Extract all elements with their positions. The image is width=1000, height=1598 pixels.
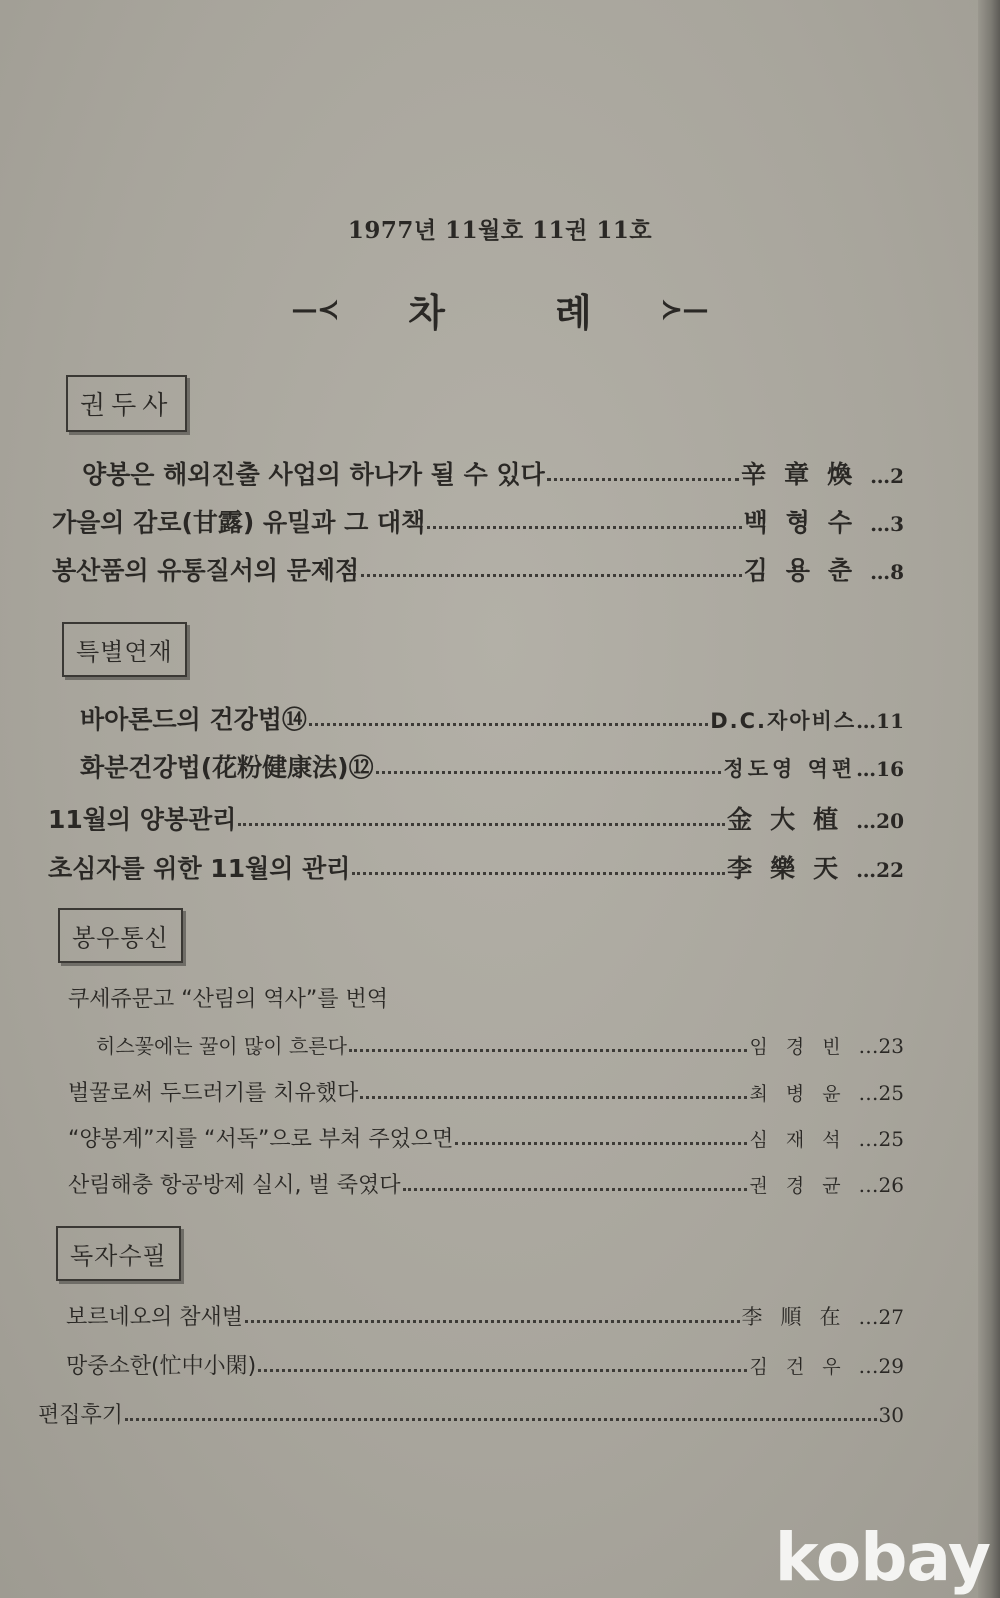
- leader-dots: [258, 1369, 747, 1372]
- leader-dots: [455, 1142, 747, 1145]
- entry-author: 李順在: [741, 1305, 859, 1329]
- toc-entry[interactable]: [52, 503, 904, 539]
- entry-author: 임경빈: [749, 1036, 859, 1058]
- toc-entry[interactable]: [48, 849, 904, 885]
- toc-entry[interactable]: [68, 1122, 904, 1153]
- entry-author: 김용춘: [743, 556, 871, 585]
- entry-page: …29: [858, 1354, 904, 1378]
- entry-page: 30: [878, 1403, 904, 1427]
- entry-page: …23: [858, 1034, 904, 1058]
- entry-title: 벌꿀로써 두드러기를 치유했다: [68, 1081, 359, 1106]
- toc-entry[interactable]: [80, 748, 904, 784]
- entry-title: 산림해충 항공방제 실시, 벌 죽였다: [68, 1173, 401, 1198]
- issue-header: 1977년 11월호 11권 11호: [347, 217, 653, 244]
- entry-title: 양봉은 해외진출 사업의 하나가 될 수 있다: [82, 460, 545, 489]
- entry-title: 망중소한(忙中小閑): [66, 1354, 257, 1379]
- leader-dots: [238, 823, 725, 826]
- toc-entry[interactable]: [38, 1398, 904, 1429]
- entry-author: 백형수: [743, 508, 871, 537]
- entry-title: “양봉계”지를 “서독”으로 부쳐 주었으면: [68, 1127, 454, 1152]
- entry-author: 辛章煥: [741, 460, 871, 489]
- leader-dots: [309, 723, 708, 726]
- toc-entry[interactable]: [82, 455, 904, 491]
- entry-title: 화분건강법(花粉健康法)⑫: [80, 753, 374, 782]
- section-heading-4: 독자수필: [56, 1226, 181, 1281]
- section-heading-2: 특별연재: [62, 622, 187, 677]
- leader-dots: [403, 1188, 748, 1191]
- right-ornament: ≻—: [660, 294, 709, 325]
- leader-dots: [352, 872, 725, 875]
- toc-entry[interactable]: [68, 1076, 904, 1107]
- title-char-1: 차: [408, 291, 445, 335]
- leader-dots: [427, 526, 741, 529]
- entry-page: …22: [856, 858, 904, 882]
- entry-page: …11: [856, 709, 904, 733]
- left-ornament: —≺: [291, 294, 340, 325]
- section-heading-1: 권두사: [66, 375, 187, 432]
- section-heading-3: 봉우통신: [58, 908, 183, 963]
- leader-dots: [547, 478, 739, 481]
- entry-title: 초심자를 위한 11월의 관리: [48, 854, 351, 883]
- entry-title: 편집후기: [38, 1403, 124, 1428]
- leader-dots: [376, 771, 722, 774]
- leader-dots: [349, 1049, 748, 1052]
- watermark-logo: kobay: [774, 1519, 990, 1596]
- title-char-2: 례: [555, 291, 592, 335]
- entry-title: 11월의 양봉관리: [48, 805, 237, 834]
- toc-entry-intro[interactable]: 쿠세쥬문고 “산림의 역사”를 번역: [68, 987, 389, 1012]
- entry-page: …2: [870, 464, 904, 488]
- entry-page: …25: [858, 1081, 904, 1105]
- leader-dots: [360, 1096, 747, 1099]
- entry-page: …16: [856, 757, 904, 781]
- entry-page: …8: [870, 560, 904, 584]
- entry-title: 가을의 감로(甘露) 유밀과 그 대책: [52, 508, 426, 537]
- entry-author: 심재석: [749, 1129, 859, 1151]
- entry-page: …25: [858, 1127, 904, 1151]
- entry-title: 히스꽃에는 꿀이 많이 흐른다: [96, 1034, 347, 1058]
- toc-entry[interactable]: [80, 700, 904, 736]
- entry-page: …27: [858, 1305, 904, 1329]
- entry-page: …20: [856, 809, 904, 833]
- leader-dots: [125, 1418, 877, 1421]
- toc-entry[interactable]: [96, 1030, 904, 1059]
- entry-title: 보르네오의 참새벌: [66, 1305, 244, 1330]
- entry-title: 봉산품의 유통질서의 문제점: [52, 556, 360, 585]
- toc-entry[interactable]: [66, 1349, 904, 1380]
- toc-entry[interactable]: [52, 551, 904, 587]
- toc-title: [0, 282, 1000, 337]
- toc-entry[interactable]: [66, 1300, 904, 1331]
- entry-title: 바아론드의 건강법⑭: [80, 705, 307, 734]
- entry-author: 권경균: [749, 1175, 859, 1197]
- entry-author: 정도영 역편: [723, 757, 857, 781]
- leader-dots: [245, 1320, 740, 1323]
- entry-author: 李樂天: [727, 854, 857, 883]
- entry-author: 金大植: [727, 805, 857, 834]
- entry-author: 최병윤: [749, 1083, 859, 1105]
- entry-author: 김건우: [749, 1356, 859, 1378]
- toc-entry[interactable]: [68, 1168, 904, 1199]
- entry-page: …3: [870, 512, 904, 536]
- toc-entry[interactable]: [48, 800, 904, 836]
- entry-page: …26: [858, 1173, 904, 1197]
- leader-dots: [361, 574, 741, 577]
- entry-author: D.C.자아비스: [710, 709, 857, 733]
